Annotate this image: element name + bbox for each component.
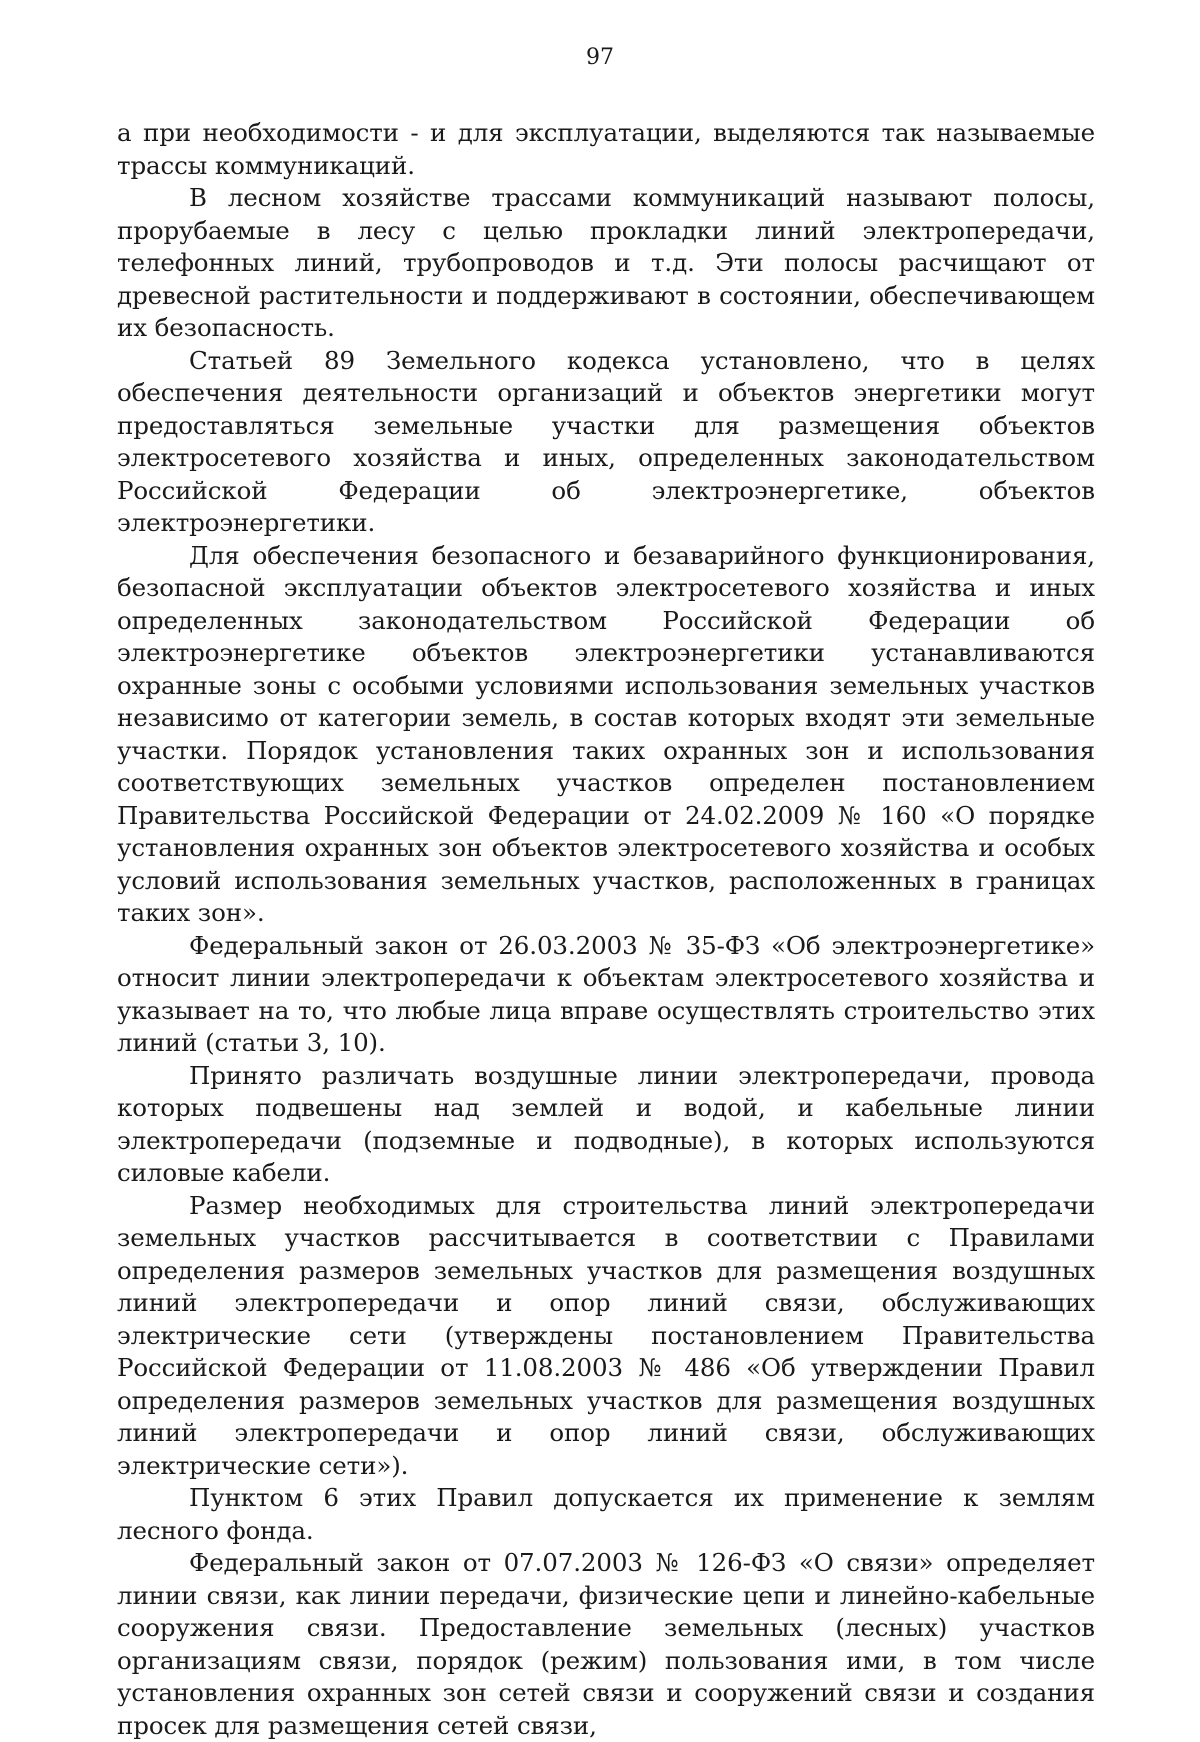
paragraph-3: Статьей 89 Земельного кодекса установлено, что в целях обеспечения деятельности организаций и объектов энергетики могут предоставляться земельные участки для размещения объектов электросетевого хозяйства и иных, определенных законодательством Российской Федерации об электроэнергетике, объектов электроэнергетики. (117, 345, 1095, 537)
paragraph-7: Размер необходимых для строительства линий электропередачи земельных участков рассчитывается в соответствии с Правилами определения размеров земельных участков для размещения воздушных линий электропередачи и опор линий связи, обслуживающих электрические сети (утверждены постановлением Правительства Российской Федерации от 11.08.2003 № 486 «Об утверждении Правил определения размеров земельных участков для размещения воздушных линий электропередачи и опор линий связи, обслуживающих электрические сети»). (117, 1190, 1095, 1480)
paragraph-5: Федеральный закон от 26.03.2003 № 35-ФЗ «Об электроэнергетике» относит линии электропередачи к объектам электросетевого хозяйства и указывает на то, что любые лица вправе осуществлять строительство этих линий (статьи 3, 10). (117, 930, 1095, 1057)
document-body (117, 117, 1095, 1742)
paragraph-8: Пунктом 6 этих Правил допускается их применение к землям лесного фонда. (117, 1483, 1095, 1545)
paragraph-9: Федеральный закон от 07.07.2003 № 126-ФЗ «О связи» определяет линии связи, как линии передачи, физические цепи и линейно-кабельные сооружения связи. Предоставление земельных (лесных) участков организациям связи, порядок (режим) пользования ими, в том числе установления охранных зон сетей связи и сооружений связи и создания просек для размещения сетей связи, (117, 1548, 1095, 1740)
page-number: 97 (586, 45, 614, 70)
paragraph-1: а при необходимости - и для эксплуатации, выделяются так называемые трассы коммуникаций. (117, 118, 1095, 180)
paragraph-6: Принято различать воздушные линии электропередачи, провода которых подвешены над землей и водой, и кабельные линии электропередачи (подземные и подводные), в которых используются силовые кабели. (117, 1060, 1095, 1187)
paragraph-2: В лесном хозяйстве трассами коммуникаций называют полосы, прорубаемые в лесу с целью прокладки линий электропередачи, телефонных линий, трубопроводов и т.д. Эти полосы расчищают от древесной растительности и поддерживают в состоянии, обеспечивающем их безопасность. (117, 183, 1095, 342)
paragraph-4: Для обеспечения безопасного и безаварийного функционирования, безопасной эксплуатации объектов электросетевого хозяйства и иных определенных законодательством Российской Федерации об электроэнергетике объектов электроэнергетики устанавливаются охранные зоны с особыми условиями использования земельных участков независимо от категории земель, в состав которых входят эти земельные участки. Порядок установления таких охранных зон и использования соответствующих земельных участков определен постановлением Правительства Российской Федерации от 24.02.2009 № 160 «О порядке установления охранных зон объектов электросетевого хозяйства и особых условий использования земельных участков, расположенных в границах таких зон». (117, 540, 1095, 927)
